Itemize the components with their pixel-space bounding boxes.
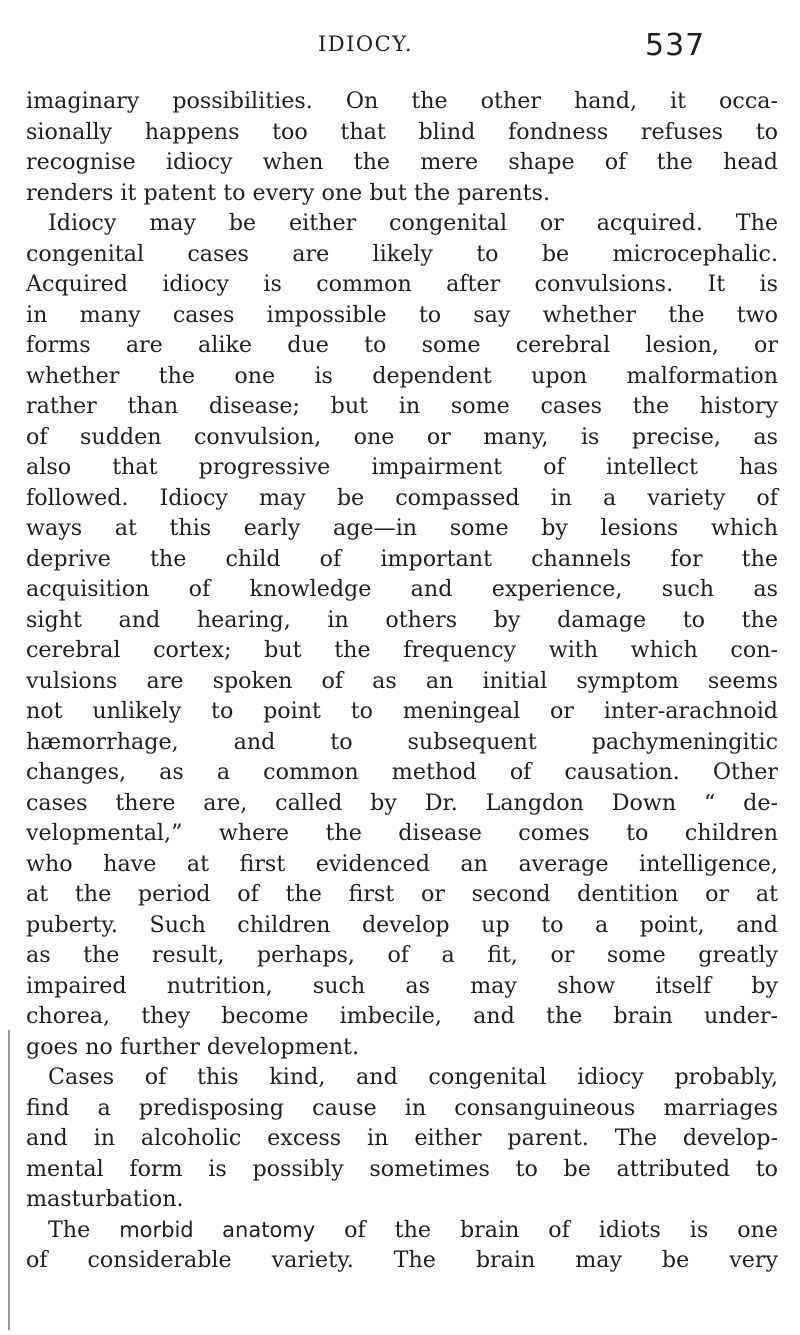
text-line: Acquired idiocy is common after convulsions. It is [26,271,778,297]
text-line: congenital cases are likely to be microcephalic. [26,240,778,267]
body-text [26,86,778,1276]
text-line: not unlikely to point to meningeal or inter-arachnoid [26,698,778,724]
text-line: cerebral cortex; but the frequency with which con- [26,637,778,663]
text-line: goes no further development. [26,1033,360,1060]
text-line: followed. Idiocy may be compassed in a variety of [26,484,778,511]
text-line: as the result, perhaps, of a fit, or some greatly [26,942,778,968]
text-line: sight and hearing, in others by damage to the [26,606,778,633]
text-line: hæmorrhage, and to subsequent pachymeningitic [26,728,778,755]
text-line: chorea, they become imbecile, and the brain under- [26,1003,778,1029]
text-line: sionally happens too that blind fondness refuses to [26,118,778,145]
text-line: in many cases impossible to say whether the two [26,301,778,328]
text-line: ways at this early age—in some by lesions which [26,515,778,541]
text-line: acquisition of knowledge and experience, such as [26,576,778,602]
lead-word: The [48,1216,91,1243]
text-line: cases there are, called by Dr. Langdon Down “ de- [26,789,778,816]
section-keyword: morbid anatomy [119,1217,316,1242]
line-remainder: of the brain of idiots is one [344,1216,779,1243]
text-line: at the period of the first or second dentition or at [26,881,778,907]
text-line: find a predisposing cause in consanguineous marriages [26,1094,778,1121]
text-line: puberty. Such children develop up to a point, and [26,911,778,938]
text-line: of considerable variety. The brain may be very [26,1247,778,1273]
text-line: and in alcoholic excess in either parent. The develop- [26,1125,778,1151]
text-line: also that progressive impairment of intellect has [26,454,778,480]
margin-rule [8,1030,10,1330]
text-line: whether the one is dependent upon malformation [26,362,778,389]
text-line: recognise idiocy when the mere shape of the head [26,149,778,175]
text-line-heading [26,1215,778,1246]
page-number: 537 [645,28,706,63]
page-header [0,14,800,74]
text-line: velopmental,” where the disease comes to children [26,820,778,846]
text-line: imaginary possibilities. On the other hand, it occa- [26,88,778,114]
running-head: IDIOCY. [318,32,414,56]
text-line: rather than disease; but in some cases the history [26,393,778,419]
text-line: vulsions are spoken of as an initial symptom seems [26,667,778,694]
text-line: renders it patent to every one but the parents. [26,179,551,206]
text-line: changes, as a common method of causation. Other [26,759,778,785]
text-line: of sudden convulsion, one or many, is precise, as [26,423,778,450]
text-line: impaired nutrition, such as may show itself by [26,972,778,999]
text-line: Idiocy may be either congenital or acquired. The [48,210,778,236]
text-line: who have at first evidenced an average intelligence, [26,850,778,877]
text-line: deprive the child of important channels for the [26,545,778,572]
text-line: forms are alike due to some cerebral lesion, or [26,332,778,358]
text-line: mental form is possibly sometimes to be attributed to [26,1155,778,1182]
text-line: masturbation. [26,1186,184,1212]
text-line: Cases of this kind, and congenital idiocy probably, [48,1064,778,1090]
